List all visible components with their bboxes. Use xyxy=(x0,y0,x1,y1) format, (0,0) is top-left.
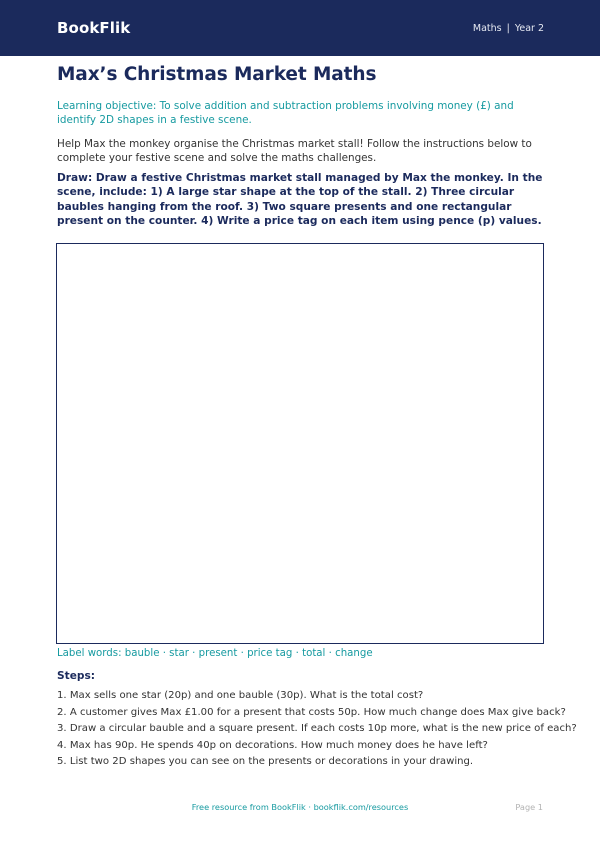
step-item-4: 4. Max has 90p. He spends 40p on decorations. How much money does he have left? xyxy=(57,739,488,751)
subject-label: Maths xyxy=(472,22,502,34)
steps-list xyxy=(57,688,577,771)
brand-logo-text: BookFlik xyxy=(57,19,131,37)
drawing-area[interactable] xyxy=(56,243,544,644)
page-header xyxy=(0,0,600,56)
year-label: Year 2 xyxy=(514,22,544,34)
page-title: Max’s Christmas Market Maths xyxy=(57,64,377,85)
draw-instruction: Draw: Draw a festive Christmas market stall managed by Max the monkey. In the scene, include: 1) A large star shape at the top of the stall. 2) Three circular baubles hanging from the roof. 3) Two square presents and one rectangular present on the counter. 4) Write a price tag on each item using pence (p) values. xyxy=(57,172,543,228)
step-item-5: 5. List two 2D shapes you can see on the presents or decorations in your drawing. xyxy=(57,756,474,768)
step-item-3: 3. Draw a circular bauble and a square present. If each costs 10p more, what is the new price of each? xyxy=(57,723,577,735)
step-item-2: 2. A customer gives Max £1.00 for a present that costs 50p. How much change does Max give back? xyxy=(57,706,566,718)
label-words: Label words: bauble · star · present · price tag · total · change xyxy=(57,648,373,659)
page-number: Page 1 xyxy=(515,802,543,812)
learning-objective: Learning objective: To solve addition and subtraction problems involving money (£) and identify 2D shapes in a festive scene. xyxy=(57,100,514,126)
footer-credit: Free resource from BookFlik · bookflik.com/resources xyxy=(191,802,409,812)
step-item-1: 1. Max sells one star (20p) and one bauble (30p). What is the total cost? xyxy=(57,690,424,701)
header-meta xyxy=(473,23,544,34)
steps-heading: Steps: xyxy=(57,670,96,682)
header-separator: | xyxy=(506,22,510,34)
intro-text: Help Max the monkey organise the Christmas market stall! Follow the instructions below to complete your festive scene and solve the maths challenges. xyxy=(57,138,532,164)
